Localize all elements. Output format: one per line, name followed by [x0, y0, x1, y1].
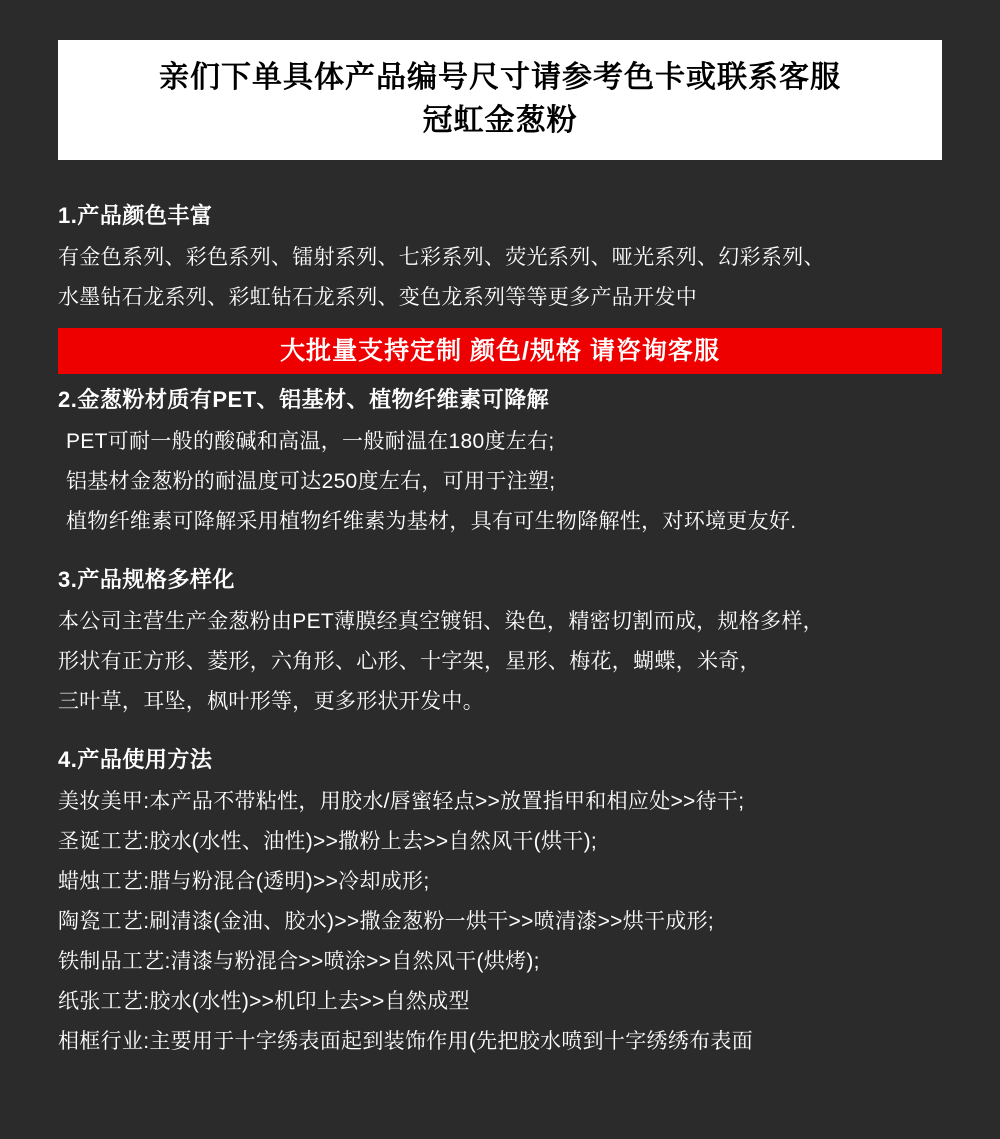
section-line: 蜡烛工艺:腊与粉混合(透明)>>冷却成形;	[58, 870, 430, 893]
section-specifications	[58, 564, 942, 722]
section-line: 相框行业:主要用于十字绣表面起到装饰作用(先把胶水喷到十字绣绣布表面	[58, 1030, 754, 1053]
section-line: 三叶草，耳坠，枫叶形等，更多形状开发中。	[58, 690, 484, 713]
section-line: 水墨钻石龙系列、彩虹钻石龙系列、变色龙系列等等更多产品开发中	[58, 286, 697, 309]
section-title: 3.产品规格多样化	[58, 567, 235, 592]
section-line: 铁制品工艺:清漆与粉混合>>喷涂>>自然风干(烘烤);	[58, 950, 540, 973]
banner-spacer	[58, 160, 942, 178]
section-title: 1.产品颜色丰富	[58, 203, 213, 228]
section-title: 2.金葱粉材质有PET、铝基材、植物纤维素可降解	[58, 387, 550, 412]
section-line: 美妆美甲:本产品不带粘性，用胶水/唇蜜轻点>>放置指甲和相应处>>待干;	[58, 790, 745, 813]
section-line: 形状有正方形、菱形，六角形、心形、十字架，星形、梅花，蝴蝶，米奇，	[58, 650, 761, 673]
section-line: 植物纤维素可降解采用植物纤维素为基材，具有可生物降解性，对环境更友好.	[66, 510, 797, 533]
header-banner	[58, 40, 942, 160]
product-description-page	[0, 40, 1000, 1139]
section-line: 有金色系列、彩色系列、镭射系列、七彩系列、荧光系列、哑光系列、幻彩系列、	[58, 246, 825, 269]
banner-title-line2: 冠虹金葱粉	[422, 104, 578, 137]
section-line: 本公司主营生产金葱粉由PET薄膜经真空镀铝、染色，精密切割而成，规格多样，	[58, 610, 824, 633]
section-line: 陶瓷工艺:刷清漆(金油、胶水)>>撒金葱粉一烘干>>喷清漆>>烘干成形;	[58, 910, 715, 933]
section-title: 4.产品使用方法	[58, 747, 213, 772]
section-usage	[58, 744, 942, 1062]
section-line: 圣诞工艺:胶水(水性、油性)>>撒粉上去>>自然风干(烘干);	[58, 830, 597, 853]
section-line: 纸张工艺:胶水(水性)>>机印上去>>自然成型	[58, 990, 470, 1013]
custom-order-highlight-bar: 大批量支持定制 颜色/规格 请咨询客服	[58, 328, 942, 374]
section-line: PET可耐一般的酸碱和高温，一般耐温在180度左右;	[66, 430, 555, 453]
section-material	[58, 384, 942, 542]
banner-title-line1: 亲们下单具体产品编号尺寸请参考色卡或联系客服	[159, 61, 841, 94]
section-line: 铝基材金葱粉的耐温度可达250度左右，可用于注塑;	[66, 470, 556, 493]
section-colors	[58, 200, 942, 318]
